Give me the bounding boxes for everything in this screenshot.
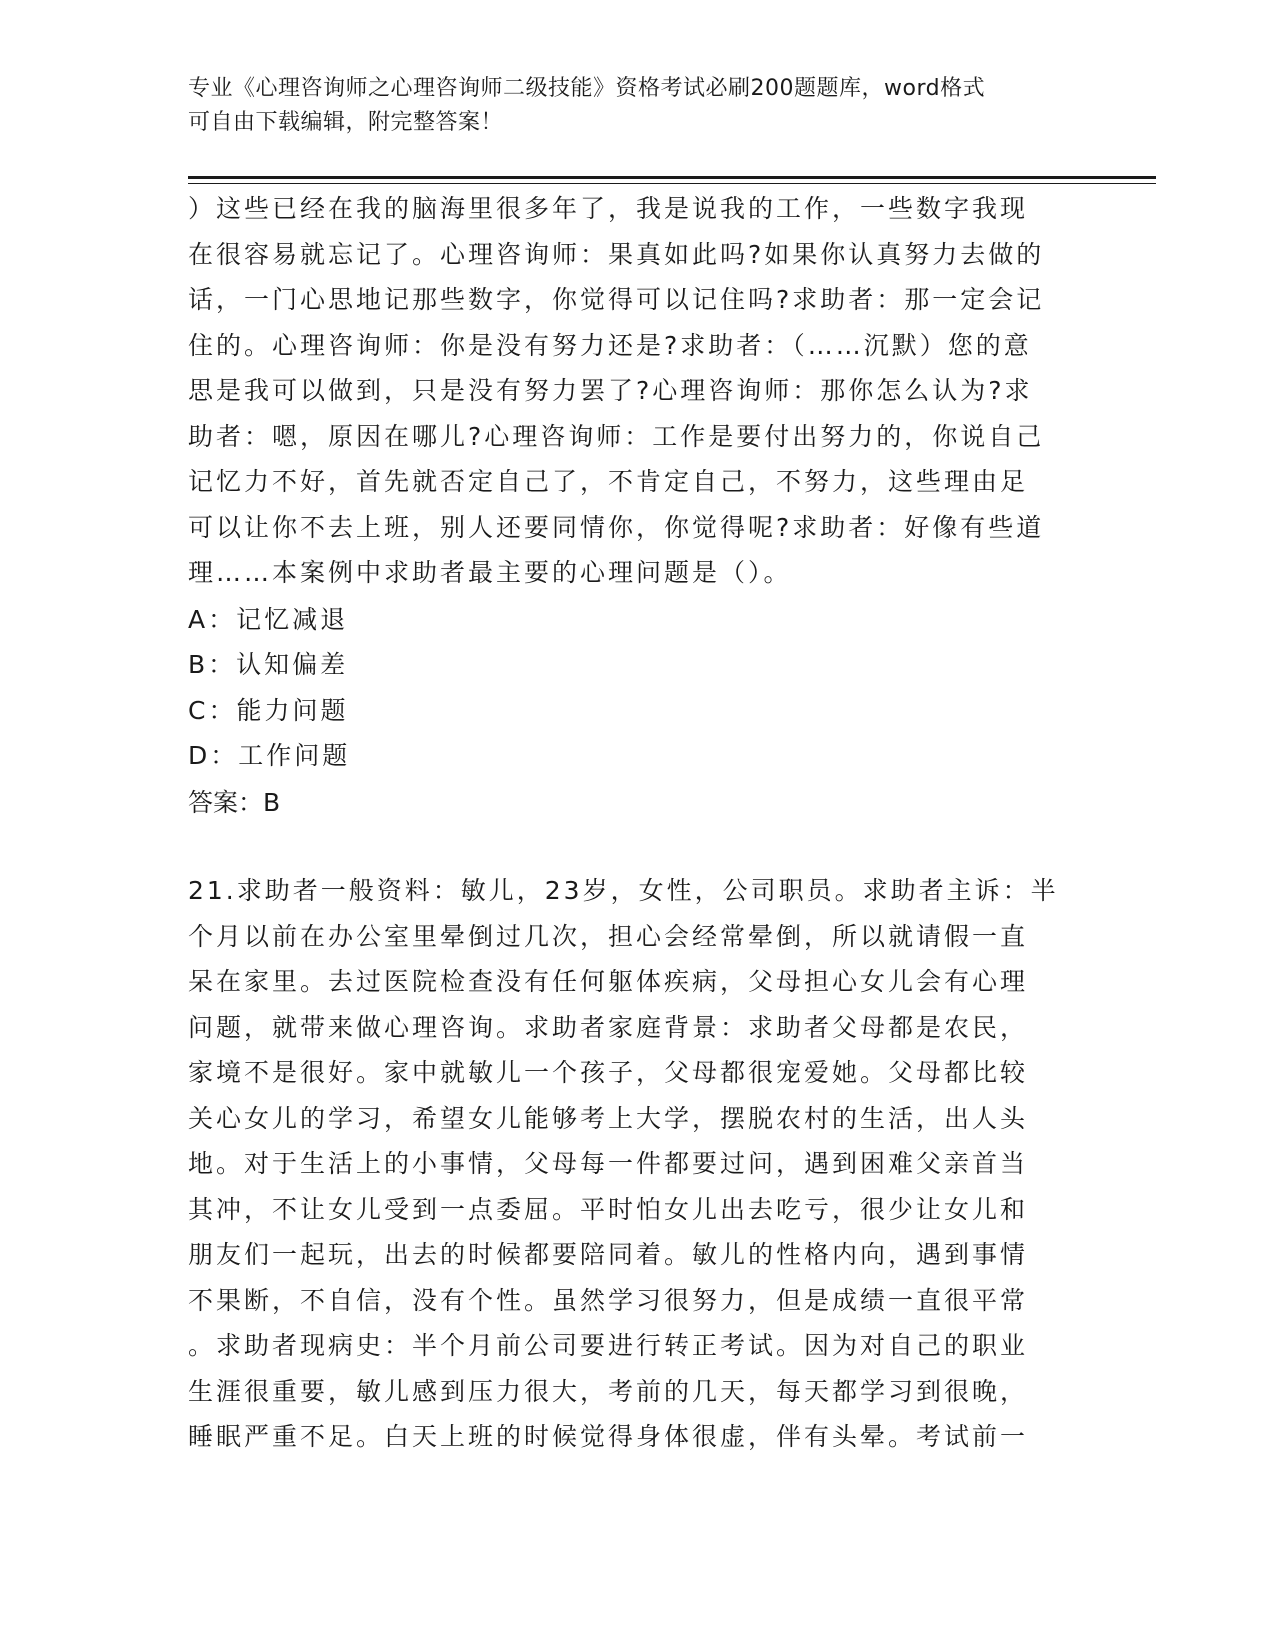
answer-options: [188, 597, 1088, 779]
text-line: 生涯很重要，敏儿感到压力很大，考前的几天，每天都学习到很晚，: [188, 1376, 1029, 1406]
text-line: 其冲，不让女儿受到一点委屈。平时怕女儿出去吃亏，很少让女儿和: [188, 1194, 1029, 1224]
option-b: B：认知偏差: [188, 650, 349, 680]
option-a: A：记忆减退: [188, 605, 349, 634]
header-rule-thin: [188, 183, 1156, 184]
text-line: 朋友们一起玩，出去的时候都要陪同着。敏儿的性格内向，遇到事情: [188, 1240, 1029, 1269]
text-line: 个月以前在办公室里晕倒过几次，担心会经常晕倒，所以就请假一直: [188, 921, 1029, 951]
text-line: 可以让你不去上班，别人还要同情你，你觉得呢?求助者：好像有些道: [188, 512, 1045, 542]
option-c: C：能力问题: [188, 695, 349, 725]
text-line: 不果断，不自信，没有个性。虽然学习很努力，但是成绩一直很平常: [188, 1285, 1029, 1315]
header-line: 专业《心理咨询师之心理咨询师二级技能》资格考试必刷200题题库，word格式: [188, 76, 986, 101]
text-line: 。求助者现病史：半个月前公司要进行转正考试。因为对自己的职业: [188, 1331, 1029, 1360]
text-line: 思是我可以做到，只是没有努力罢了?心理咨询师：那你怎么认为?求: [188, 376, 1033, 405]
question-21-text: [188, 868, 1088, 1460]
text-line: 助者：嗯，原因在哪儿?心理咨询师：工作是要付出努力的，你说自己: [188, 421, 1045, 451]
text-line: 睡眠严重不足。白天上班的时候觉得身体很虚，伴有头晕。考试前一: [188, 1422, 1029, 1451]
header-rule-thick: [188, 176, 1156, 179]
text-line: 家境不是很好。家中就敏儿一个孩子，父母都很宠爱她。父母都比较: [188, 1058, 1029, 1087]
text-line: 在很容易就忘记了。心理咨询师：果真如此吗?如果你认真努力去做的: [188, 239, 1045, 269]
answer-line: 答案：B: [188, 788, 281, 817]
header-line: 可自由下载编辑，附完整答案！: [188, 110, 504, 135]
question-continued-text: [188, 186, 1088, 596]
text-line: 21.求助者一般资料：敏儿，23岁，女性，公司职员。求助者主诉：半: [188, 876, 1059, 905]
text-line: 问题，就带来做心理咨询。求助者家庭背景：求助者父母都是农民，: [188, 1012, 1029, 1042]
text-line: 呆在家里。去过医院检查没有任何躯体疾病，父母担心女儿会有心理: [188, 967, 1029, 996]
text-line: 记忆力不好，首先就否定自己了，不肯定自己，不努力，这些理由足: [188, 467, 1029, 496]
option-d: D：工作问题: [188, 741, 351, 771]
text-line: 地。对于生活上的小事情，父母每一件都要过问，遇到困难父亲首当: [188, 1149, 1029, 1178]
text-line: ）这些已经在我的脑海里很多年了，我是说我的工作，一些数字我现: [188, 194, 1029, 223]
text-line: 关心女儿的学习，希望女儿能够考上大学，摆脱农村的生活，出人头: [188, 1103, 1029, 1133]
text-line: 住的。心理咨询师：你是没有努力还是?求助者：（……沉默）您的意: [188, 330, 1032, 360]
text-line: 话，一门心思地记那些数字，你觉得可以记住吗?求助者：那一定会记: [188, 285, 1045, 314]
page-header: [188, 72, 1088, 140]
text-line: 理……本案例中求助者最主要的心理问题是（）。: [188, 558, 792, 587]
